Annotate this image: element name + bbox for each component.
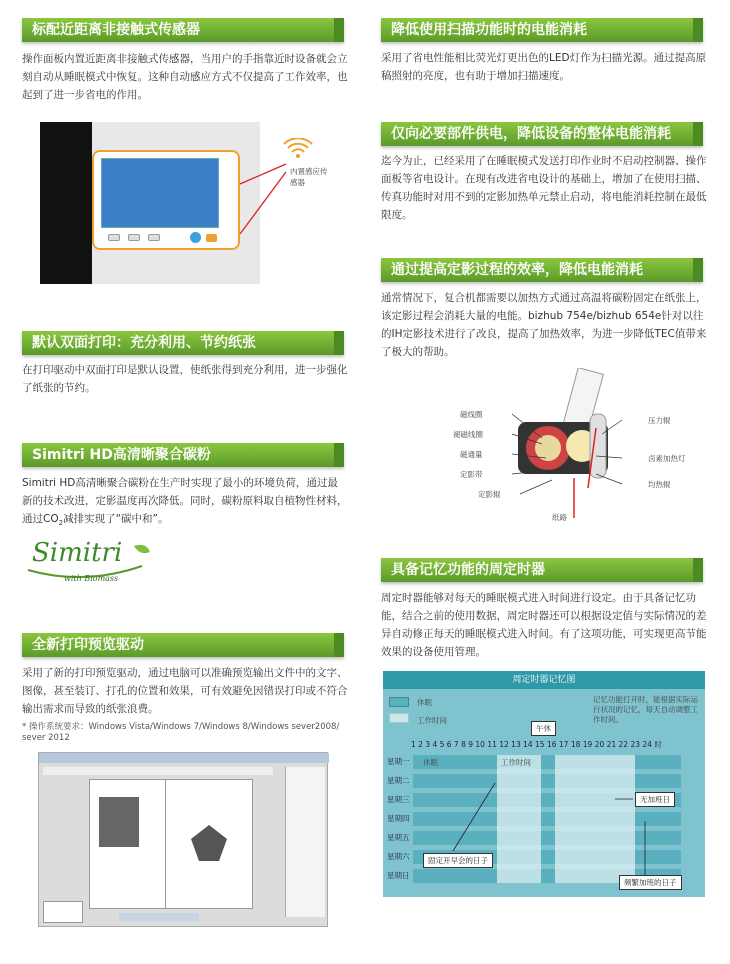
logo-text: Simitri xyxy=(32,538,123,568)
body-text: Simitri HD高清晰聚合碳粉在生产时实现了最小的环境负荷，通过最新的技术改进，定影温度再次降低。同时，碳粉原料取自植物性材料，通过CO xyxy=(22,477,348,525)
logo-subtext: with Biomass xyxy=(64,574,119,583)
day-label: 星期五 xyxy=(387,833,410,842)
day-label: 星期三 xyxy=(387,795,410,804)
sensor-callout xyxy=(230,138,340,248)
fuser-leader-lines xyxy=(480,400,660,510)
section-title-sensor xyxy=(22,18,344,42)
label-heat-roller: 均热辊 xyxy=(648,480,671,489)
section-title-text: 仅向必要部件供电，降低设备的整体电能消耗 xyxy=(391,126,671,142)
row1-work-label: 工作时间 xyxy=(501,758,531,767)
day-label: 星期日 xyxy=(387,871,410,880)
day-label: 星期二 xyxy=(387,776,410,785)
os-requirement-note: * 操作系统要求：Windows Vista/Windows 7/Windows 8/Windows sever2008/ sever 2012 xyxy=(22,722,340,743)
label-flux: 磁通量 xyxy=(460,450,483,459)
day-label: 星期四 xyxy=(387,814,410,823)
section-title-toner xyxy=(22,443,344,467)
legend-sleep-label: 休眠 xyxy=(417,698,432,707)
callout-overtime: 频繁加班的日子 xyxy=(619,875,682,890)
section-title-fusing xyxy=(381,258,703,282)
callout-early-meeting: 固定开早会的日子 xyxy=(423,853,493,868)
lunch-label: 午休 xyxy=(531,721,556,736)
section-body-fusing: 通常情况下，复合机都需要以加热方式通过高温将碳粉固定在纸张上，该定影过程会消耗大量的电能。bizhub 754e/bizhub 654e针对以往的IH定影技术进行了改良，提高了加热效率，为进一步降低TEC值带来了极大的帮助。 xyxy=(381,292,707,358)
legend-work-label: 工作时间 xyxy=(417,716,447,725)
section-body-duplex: 在打印驱动中双面打印是默认设置，使纸张得到充分利用，进一步强化了纸张的节约。 xyxy=(22,364,348,394)
copier-panel-image xyxy=(40,122,260,284)
section-title-duplex xyxy=(22,331,344,355)
section-body-sensor: 操作面板内置近距离非接触式传感器，当用户的手指靠近时设备就会立刻自动从睡眠模式中恢复。这种自动感应方式不仅提高了工作效率，也起到了进一步省电的作用。 xyxy=(22,53,348,101)
label-halogen-lamp: 卤素加热灯 xyxy=(648,454,686,463)
section-title-text: 降低使用扫描功能时的电能消耗 xyxy=(391,22,587,38)
sensor-label: 内置感应传感器 xyxy=(290,167,328,187)
label-coil: 磁线圈 xyxy=(460,410,483,419)
label-pressure-roller: 压力辊 xyxy=(648,416,671,425)
legend-note: 记忆功能打开时，能根据实际运行状况的记忆，每天自动调整工作时间。 xyxy=(593,695,698,724)
subscript: 2 xyxy=(58,519,64,528)
section-title-timer xyxy=(381,558,703,582)
label-demag-coil: 褪磁线圈 xyxy=(453,430,483,439)
section-title-power xyxy=(381,122,703,146)
print-preview-screenshot xyxy=(38,752,328,927)
section-body-preview: 采用了新的打印预览驱动，通过电脑可以准确预览输出文件中的文字、图像，甚至装订、打孔的位置和效果，可有效避免因错误打印或不符合输出需求而导致的纸张浪费。 xyxy=(22,667,348,715)
section-body-power: 迄今为止，已经采用了在睡眠模式发送打印作业时不启动控制器、操作面板等省电设计。在现有改进省电设计的基础上，增加了在使用扫描、传真功能时对用不到的定影加热单元禁止启动，将电能消耗控制在最低限度。 xyxy=(381,155,707,221)
chart-title: 周定时器记忆图 xyxy=(383,671,705,689)
section-title-text: 全新打印预览驱动 xyxy=(32,637,144,653)
simitri-logo xyxy=(24,538,154,588)
section-title-text: 具备记忆功能的周定时器 xyxy=(391,562,545,578)
label-belt: 定影带 xyxy=(460,470,483,479)
weekly-timer-chart xyxy=(383,671,705,897)
day-label: 星期六 xyxy=(387,852,410,861)
section-body-toner xyxy=(22,474,348,532)
label-fuser-roller: 定影辊 xyxy=(478,490,501,499)
section-title-preview xyxy=(22,633,344,657)
day-label: 星期一 xyxy=(387,757,410,766)
hour-axis: 1 2 3 4 5 6 7 8 9 10 11 12 13 14 15 16 17 18 19 20 21 22 23 24 时 xyxy=(411,740,662,749)
section-title-text: 标配近距离非接触式传感器 xyxy=(32,22,200,38)
body-text: 减排实现了“碳中和”。 xyxy=(63,513,169,525)
row1-sleep-label: 休眠 xyxy=(423,758,438,767)
section-title-text: 默认双面打印：充分利用、节约纸张 xyxy=(32,335,256,351)
section-title-text: 通过提高定影过程的效率，降低电能消耗 xyxy=(391,262,643,278)
section-title-scan xyxy=(381,18,703,42)
section-title-text: Simitri HD高清晰聚合碳粉 xyxy=(32,447,211,463)
section-body-timer: 周定时器能够对每天的睡眠模式进入时间进行设定。由于具备记忆功能，结合之前的使用数据，周定时器还可以根据设定值与实际情况的差异自动修正每天的睡眠模式进入时间。有了这项功能，可实现更高节能效果的设备使用管理。 xyxy=(381,592,707,658)
callout-no-overtime: 无加班日 xyxy=(635,792,675,807)
section-body-scan: 采用了省电性能相比荧光灯更出色的LED灯作为扫描光源。通过提高原稿照射的亮度，也有助于增加扫描速度。 xyxy=(381,52,707,82)
label-paper-path: 纸路 xyxy=(552,513,567,522)
